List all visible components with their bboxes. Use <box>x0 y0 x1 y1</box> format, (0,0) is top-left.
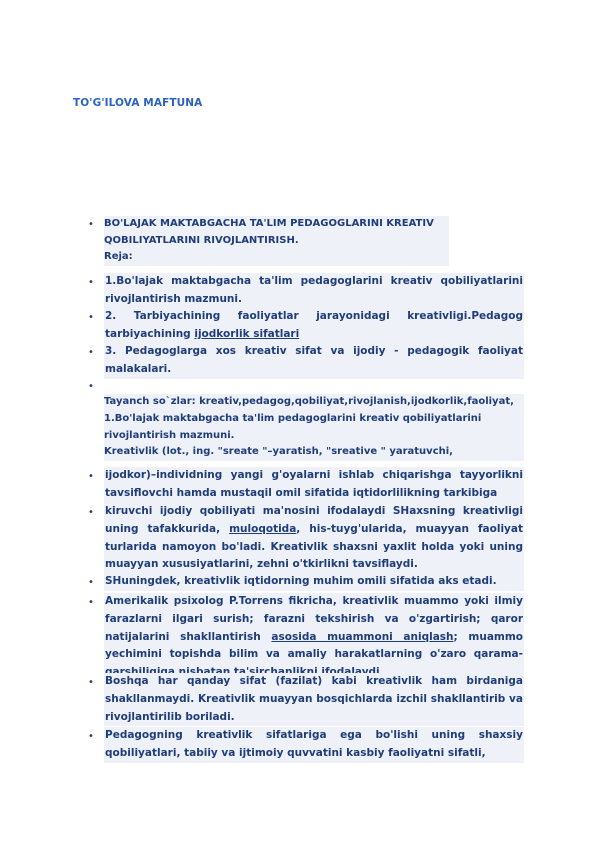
link-asosida-muammoni-aniqlash[interactable]: asosida muammoni aniqlash <box>271 630 454 643</box>
document-title-block <box>104 216 449 266</box>
paragraph-3: SHuningdek, kreativlik iqtidorning muhim omili sifatida aks etadi. <box>104 573 524 591</box>
paragraph-2-b: , his-tuyg'ularida, muayyan faoliyat turlarida namoyon bo'ladi. Kreativlik shaxsni yaxlit holda yoki uning muayyan xususiyatlarini, zehni o'tkirlikni tavsiflaydi. <box>105 522 523 571</box>
keywords-block <box>104 394 524 461</box>
link-muloqotida[interactable]: muloqotida <box>229 522 297 535</box>
bullet: • <box>88 219 94 230</box>
bullet: • <box>88 381 94 392</box>
plan-item-3: 3. Pedagoglarga xos kreativ sifat va ijodiy - pedagogik faoliyat malakalari. <box>104 343 524 379</box>
document-title-line2: QOBILIYATLARINI RIVOJLANTIRISH. <box>104 234 299 246</box>
bullet: • <box>88 507 94 518</box>
bullet: • <box>88 277 94 288</box>
plan-label: Reja: <box>104 251 133 262</box>
paragraph-6: Pedagogning kreativlik sifatlariga ega bo'lishi uning shaxsiy qobiliyatlari, tabiiy va ijtimoiy quvvatini kasbiy faoliyatni sifatli, <box>104 727 524 763</box>
document-title-line1: BO'LAJAK MAKTABGACHA TA'LIM PEDAGOGLARINI KREATIV <box>104 218 434 229</box>
section-title-line1: 1.Bo'lajak maktabgacha ta'lim pedagoglarini kreativ qobiliyatlarini <box>104 412 482 424</box>
paragraph-4 <box>104 593 524 682</box>
bullet: • <box>88 471 94 482</box>
author-name: TO'G'ILOVA MAFTUNA <box>73 97 203 109</box>
paragraph-4-a: Amerikalik psixolog P.Torrens fikricha, kreativlik muammo yoki ilmiy farazlarni ilgari surish; farazni tekshirish va o'zgartirish; qaror natijalarini shakllantirish <box>105 595 523 643</box>
bullet: • <box>88 577 94 588</box>
definition-intro: Kreativlik (lot., ing. "sreate "–yaratish, "sreative " yaratuvchi, <box>104 446 453 458</box>
paragraph-2-a: kiruvchi ijodiy qobiliyati ma'nosini ifodalaydi SHaxsning kreativligi uning tafakkurida, <box>105 505 523 535</box>
link-ijodkorlik-sifatlari[interactable]: ijodkorlik sifatlari <box>194 327 300 340</box>
bullet: • <box>88 597 94 608</box>
bullet: • <box>88 677 94 688</box>
plan-item-1: 1.Bo'lajak maktabgacha ta'lim pedagoglarini kreativ qobiliyatlarini rivojlantirish mazmuni. <box>104 273 524 309</box>
section-title-line2: rivojlantirish mazmuni. <box>104 429 235 441</box>
bullet: • <box>88 731 94 742</box>
plan-item-2-text: 2. Tarbiyachining faoliyatlar jarayonidagi kreativligi.Pedagog tarbiyachining <box>105 310 523 340</box>
paragraph-1: ijodkor)–individning yangi g'oyalarni ishlab chiqarishga tayyorlikni tavsiflovchi hamda mustaqil omil sifatida iqtidorlilikning tarkibiga <box>104 467 524 503</box>
plan-item-2 <box>104 308 524 344</box>
keywords-line: Tayanch so`zlar: kreativ,pedagog,qobiliyat,rivojlanish,ijodkorlik,faoliyat, <box>104 396 514 407</box>
paragraph-2 <box>104 503 524 574</box>
bullet: • <box>88 312 94 323</box>
bullet: • <box>88 347 94 358</box>
paragraph-5: Boshqa har qanday sifat (fazilat) kabi kreativlik ham birdaniga shakllanmaydi. Kreativlik muayyan bosqichlarda izchil shakllantirib va rivojlantirilib boriladi. <box>104 673 524 726</box>
paragraph-4-b: ; muammo yechimini topishda bilim va amaliy harakatlarning o'zaro qarama- <box>105 630 523 661</box>
